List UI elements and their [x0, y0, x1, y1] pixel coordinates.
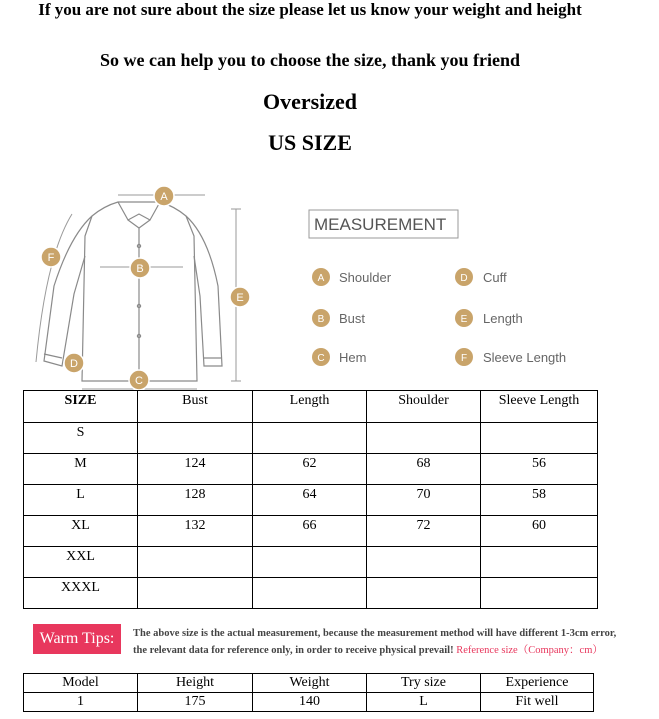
legend-label-length: Length: [483, 311, 523, 326]
shoulder-cell: [367, 423, 481, 454]
length-cell: [253, 547, 367, 578]
size-cell: XXL: [24, 547, 138, 578]
legend-letter-d: D: [460, 273, 468, 284]
length-cell: [253, 423, 367, 454]
size-cell: L: [24, 485, 138, 516]
shoulder-cell: [367, 547, 481, 578]
legend-label-hem: Hem: [339, 350, 367, 365]
sleeve-length-cell: [481, 547, 598, 578]
experience-cell: Fit well: [481, 693, 594, 712]
marker-a: A: [160, 191, 168, 203]
reference-size-note: Reference size（Company：cm）: [456, 645, 603, 656]
sleeve-length-cell: [481, 578, 598, 609]
table-row: [24, 423, 598, 454]
bust-cell: 128: [138, 485, 253, 516]
warm-tips-text: [133, 625, 659, 659]
warm-tips-line2-text: the relevant data for reference only, in order to receive physical prevail!: [133, 645, 454, 656]
height-cell: 175: [138, 693, 253, 712]
sleeve-length-cell: 58: [481, 485, 598, 516]
sleeve-length-cell: [481, 423, 598, 454]
try-size-cell: L: [367, 693, 481, 712]
table-row: [24, 454, 598, 485]
weight-cell: 140: [253, 693, 367, 712]
header-help-line: So we can help you to choose the size, thank you friend: [99, 50, 521, 70]
warm-tips-line2: [133, 642, 659, 659]
bust-cell: 132: [138, 516, 253, 547]
model-table: [23, 673, 594, 712]
table-row: [24, 578, 598, 609]
legend-letter-f: F: [460, 353, 468, 364]
legend-label-bust: Bust: [339, 311, 366, 326]
try-size-col-header: Try size: [367, 674, 481, 693]
table-row: [24, 547, 598, 578]
size-cell: XL: [24, 516, 138, 547]
marker-e: E: [236, 292, 244, 304]
size-cell: XXXL: [24, 578, 138, 609]
length-cell: 64: [253, 485, 367, 516]
marker-f: F: [47, 252, 55, 264]
header-note: If you are not sure about the size please let us know your weight and height: [38, 0, 582, 19]
bust-col-header: Bust: [138, 391, 253, 423]
warm-tips-badge: Warm Tips:: [33, 624, 121, 654]
weight-col-header: Weight: [253, 674, 367, 693]
bust-cell: [138, 547, 253, 578]
bust-cell: [138, 423, 253, 454]
measurement-illustration: [0, 176, 659, 396]
table-row: [24, 485, 598, 516]
bust-cell: 124: [138, 454, 253, 485]
size-table-header-row: [24, 391, 598, 423]
marker-d: D: [70, 358, 78, 370]
length-cell: 66: [253, 516, 367, 547]
length-cell: [253, 578, 367, 609]
shoulder-cell: 68: [367, 454, 481, 485]
legend-label-shoulder: Shoulder: [339, 270, 392, 285]
legend-markers: [312, 268, 473, 366]
bust-cell: [138, 578, 253, 609]
size-cell: S: [24, 423, 138, 454]
length-cell: 62: [253, 454, 367, 485]
shoulder-cell: 72: [367, 516, 481, 547]
shoulder-col-header: Shoulder: [367, 391, 481, 423]
shoulder-cell: 70: [367, 485, 481, 516]
model-col-header: Model: [24, 674, 138, 693]
sleeve-length-cell: 56: [481, 454, 598, 485]
shoulder-cell: [367, 578, 481, 609]
size-col-header: SIZE: [24, 391, 138, 423]
legend-letter-b: B: [317, 314, 325, 325]
marker-b: B: [136, 263, 144, 275]
table-row: [24, 516, 598, 547]
sleeve-length-col-header: Sleeve Length: [481, 391, 598, 423]
marker-c: C: [135, 375, 143, 387]
legend-letter-e: E: [460, 314, 468, 325]
experience-col-header: Experience: [481, 674, 594, 693]
length-col-header: Length: [253, 391, 367, 423]
size-system-label: US SIZE: [268, 130, 352, 155]
table-row: [24, 693, 594, 712]
legend-label-sleeve-length: Sleeve Length: [483, 350, 567, 365]
sleeve-length-cell: 60: [481, 516, 598, 547]
legend-letter-c: C: [317, 353, 325, 364]
height-col-header: Height: [138, 674, 253, 693]
model-table-header-row: [24, 674, 594, 693]
warm-tips-line1: The above size is the actual measurement, because the measurement method will have different 1-3cm error,: [133, 628, 617, 639]
fit-label: Oversized: [262, 89, 358, 114]
size-cell: M: [24, 454, 138, 485]
size-table: [23, 390, 598, 609]
measurement-title: MEASUREMENT: [314, 215, 447, 234]
legend-label-cuff: Cuff: [483, 270, 507, 285]
model-cell: 1: [24, 693, 138, 712]
legend-letter-a: A: [317, 273, 325, 284]
